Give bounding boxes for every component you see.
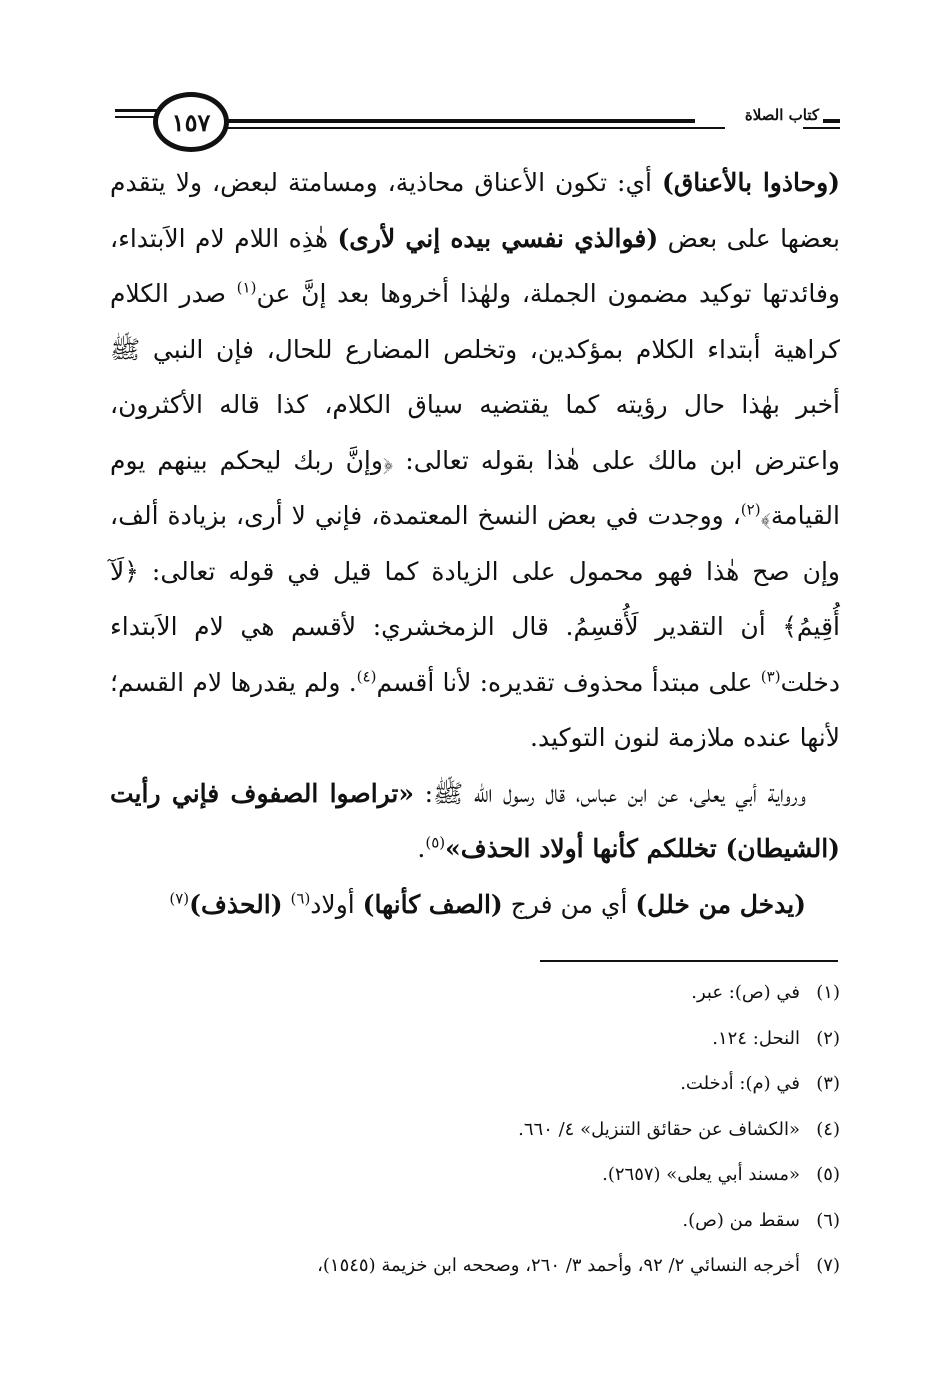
text-span: أولاد (310, 889, 363, 919)
footnote-number: (٧) (816, 1255, 840, 1276)
footnote-ref: (٣) (760, 667, 781, 686)
footnote-text: في (م): أدخلت. (680, 1073, 800, 1094)
footnote-number: (٢) (816, 1027, 840, 1049)
text-span: هٰذِه اللام لام الاَبتداء، وفائدتها توكيد مضمون الجملة، ولهٰذا أخروها بعد إنَّ عن (110, 223, 840, 308)
bold-phrase: (يدخل من خلل) (635, 889, 806, 919)
text-span: صدر الكلام كراهية أبتداء الكلام بمؤكدين، وتخلص المضارع للحال، فإن النبي ﷺ أخبر بهٰذا حال رؤيته كما يقتضيه سياق الكلام، كذا قاله الأكثرون، واعترض ابن مالك على هٰذا بقوله تعالى: ﴿وإنَّ ربك ليحكم بينهم يوم القيامة﴾ (110, 279, 840, 530)
header-rule-right-thin (803, 127, 840, 129)
text-span: ورواية أبي يعلى، عن ابن عباس، قال رسول الله ﷺ: (414, 778, 806, 808)
footnote (110, 1198, 840, 1244)
text-span: . ولم يقدرها لام القسم؛ لأنها عنده ملازمة لنون التوكيد. (110, 667, 840, 752)
footnote-ref: (٥) (425, 833, 446, 852)
footnote-divider (540, 960, 838, 962)
footnote-text: سقط من (ص). (682, 1209, 800, 1231)
header-rule-thin (215, 127, 725, 129)
paragraph-2 (110, 766, 840, 877)
footnote (110, 970, 840, 1016)
text-span (283, 890, 291, 919)
paragraph-3 (110, 877, 840, 933)
text-span: أي من فرج (502, 889, 636, 919)
bold-phrase: (الصف كأنها) (362, 889, 503, 919)
bold-phrase: (وحاذوا بالأعناق) (661, 168, 840, 197)
footnote-ref: (٢) (740, 500, 761, 519)
chapter-title: كتاب الصلاة (695, 106, 823, 124)
bold-phrase: (الحذف) (189, 889, 283, 919)
text-span: أي: تكون الأعناق محاذية، ومسامتة لبعض، ولا يتقدم بعضها على بعض (110, 168, 840, 253)
footnote (110, 1152, 840, 1198)
footnote-number: (٤) (816, 1118, 840, 1140)
text-span: . (417, 834, 426, 863)
footnote-text: «الكشاف عن حقائق التنزيل» ٤/ ٦٦٠. (518, 1118, 800, 1140)
footnote-ref: (٤) (356, 667, 377, 686)
footnote-number: (٣) (816, 1073, 840, 1094)
bold-phrase: «تراصوا الصفوف فإني رأيت (الشيطان) تخللكم كأنها أولاد الحذف» (110, 778, 840, 863)
footnote-number: (٦) (816, 1209, 840, 1231)
footnote (110, 1061, 840, 1107)
footnote-ref: (١) (236, 278, 257, 297)
footnote (110, 1243, 840, 1289)
footnote (110, 1016, 840, 1062)
bold-phrase: (فوالذي نفسي بيده إني لأرى) (337, 223, 659, 253)
footnotes (110, 970, 840, 1289)
footnote-text: أخرجه النسائي ٢/ ٩٢، وأحمد ٣/ ٢٦٠، وصححه ابن خزيمة (١٥٤٥)، (317, 1255, 800, 1276)
footnote-ref: (٦) (290, 889, 311, 908)
page-header (115, 92, 840, 152)
page-number: ١٥٧ (153, 92, 229, 152)
text-span: على مبتدأ محذوف تقديره: لأنا أقسم (376, 667, 761, 697)
footnote-ref: (٧) (169, 889, 190, 908)
text-span: ، ووجدت في بعض النسخ المعتمدة، فإني لا أرى، بزيادة ألف، وإن صح هٰذا فهو محمول على الزيادة كما قيل في قوله تعالى: ﴿لَآ أُقِيمُ﴾ أن التقدير لَأُقسِمُ. قال الزمخشري: لأقسم هي لام الاَبتداء دخلت (110, 501, 840, 697)
footnote-number: (١) (816, 982, 840, 1003)
footnote-text: في (ص): عبر. (691, 982, 800, 1003)
footnote-text: النحل: ١٢٤. (712, 1027, 800, 1049)
footnote-number: (٥) (816, 1164, 840, 1185)
footnote-text: «مسند أبي يعلى» (٢٦٥٧). (602, 1164, 800, 1185)
paragraph-1 (110, 155, 840, 766)
header-rule (215, 119, 725, 123)
main-text (110, 155, 840, 932)
footnote (110, 1107, 840, 1153)
